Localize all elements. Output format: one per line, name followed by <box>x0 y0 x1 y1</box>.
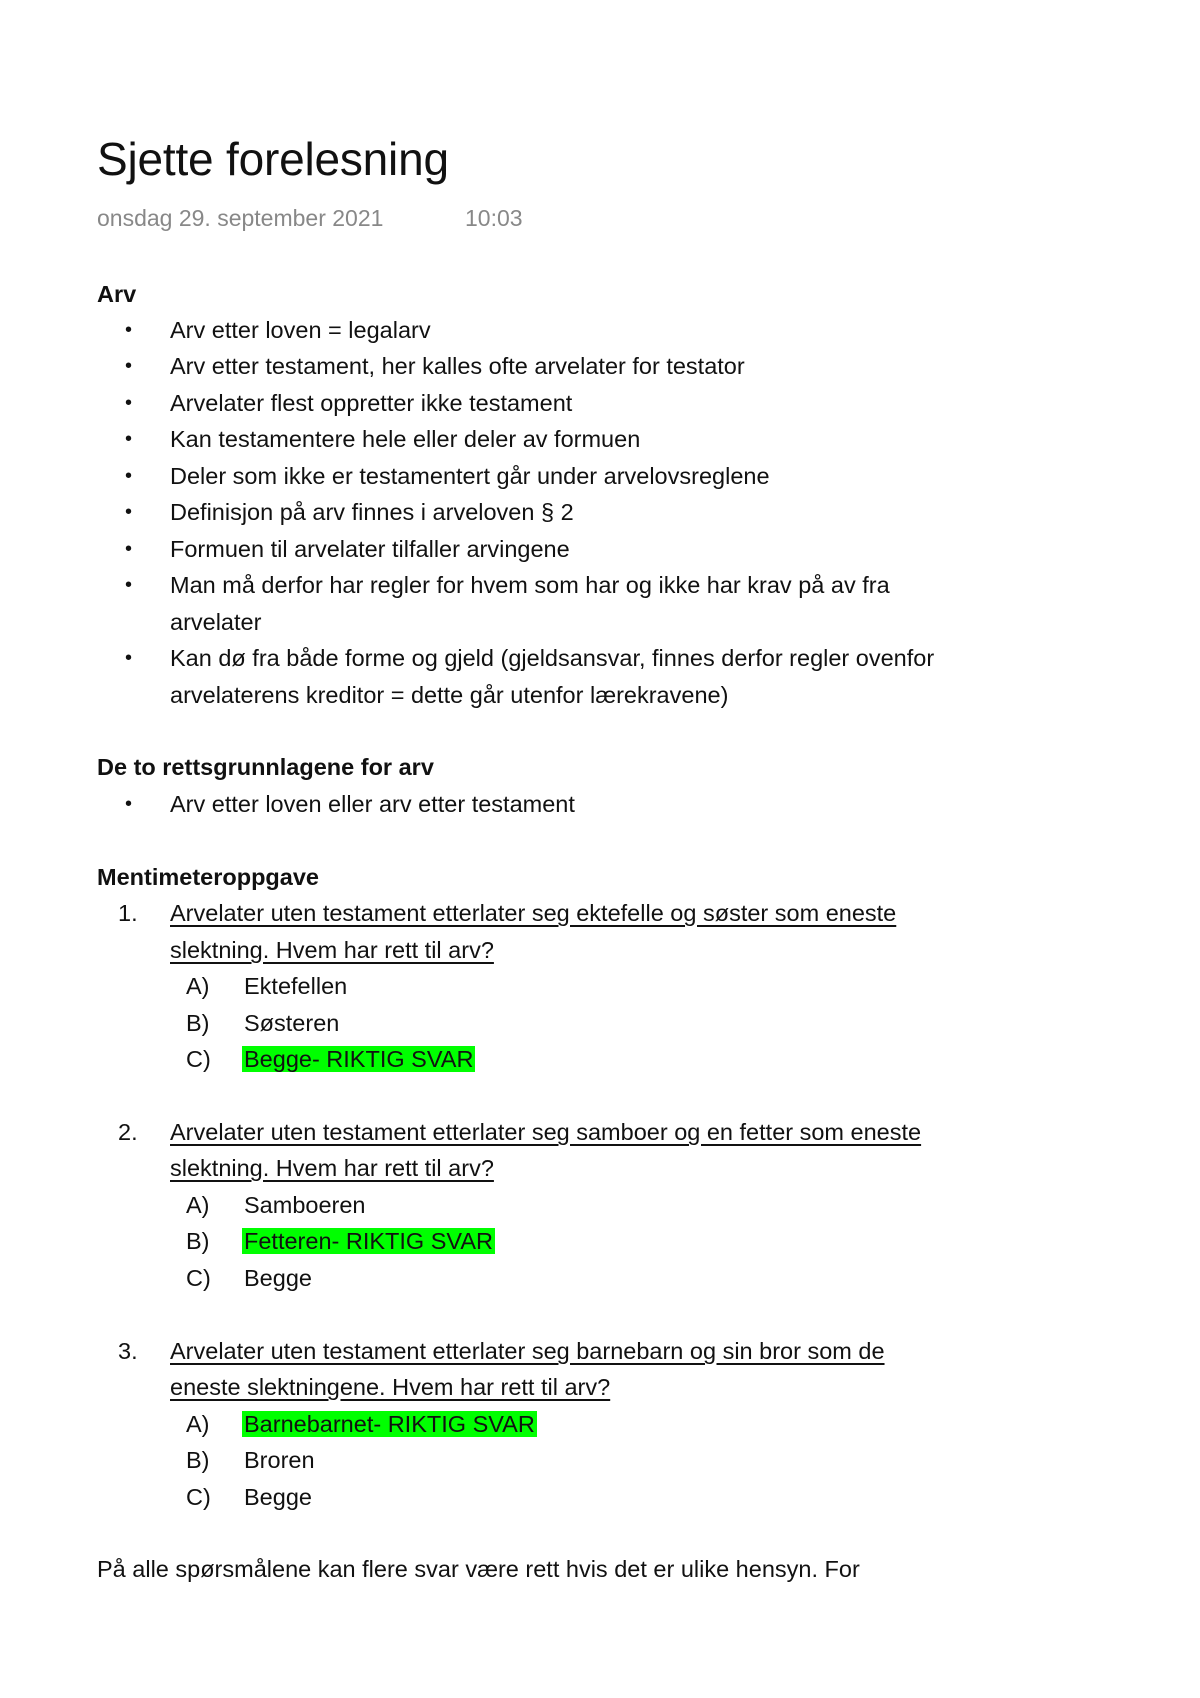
page-date: onsdag 29. september 2021 <box>97 205 384 231</box>
list-item: Arv etter loven = legalarv <box>170 317 431 343</box>
list-item: Deler som ikke er testamentert går under arvelovsreglene <box>170 463 770 489</box>
list-item: Definisjon på arv finnes i arveloven § 2 <box>170 499 574 525</box>
question-text-continuation: eneste slektningene. Hvem har rett til arv? <box>170 1374 611 1400</box>
option-text: Begge <box>244 1265 312 1291</box>
bullet-icon: • <box>125 501 133 523</box>
bullet-icon: • <box>125 574 133 596</box>
option-text: Ektefellen <box>244 973 348 999</box>
section-heading-menti: Mentimeteroppgave <box>97 864 319 890</box>
bullet-icon: • <box>125 647 133 669</box>
bullet-icon: • <box>125 428 133 450</box>
option-text: Broren <box>244 1447 315 1473</box>
option-letter: B) <box>186 1447 210 1473</box>
option-letter: C) <box>186 1265 211 1291</box>
option-letter: B) <box>186 1010 210 1036</box>
correct-answer-highlight: Fetteren- RIKTIG SVAR <box>244 1228 493 1254</box>
option-text: Samboeren <box>244 1192 366 1218</box>
question-text: Arvelater uten testament etterlater seg ektefelle og søster som eneste <box>170 900 897 926</box>
option-letter: A) <box>186 1192 210 1218</box>
bullet-icon: • <box>125 319 133 341</box>
option-letter: A) <box>186 1411 210 1437</box>
option-text: Begge <box>244 1484 312 1510</box>
option-text: Søsteren <box>244 1010 340 1036</box>
list-item: Formuen til arvelater tilfaller arvingene <box>170 536 570 562</box>
bullet-icon: • <box>125 392 133 414</box>
list-item: Kan dø fra både forme og gjeld (gjeldsansvar, finnes derfor regler ovenfor <box>170 645 935 671</box>
list-item: Kan testamentere hele eller deler av formuen <box>170 426 641 452</box>
question-text-continuation: slektning. Hvem har rett til arv? <box>170 1155 494 1181</box>
option-letter: C) <box>186 1484 211 1510</box>
bullet-icon: • <box>125 355 133 377</box>
list-item: Man må derfor har regler for hvem som har og ikke har krav på av fra <box>170 572 890 598</box>
list-item-continuation: arvelaterens kreditor = dette går utenfor lærekravene) <box>170 682 729 708</box>
option-letter: A) <box>186 973 210 999</box>
question-text: Arvelater uten testament etterlater seg barnebarn og sin bror som de <box>170 1338 885 1364</box>
list-item: Arv etter loven eller arv etter testament <box>170 791 575 817</box>
option-letter: B) <box>186 1228 210 1254</box>
page-title: Sjette forelesning <box>97 133 449 185</box>
correct-answer-highlight: Begge- RIKTIG SVAR <box>244 1046 474 1072</box>
question-number: 2. <box>118 1119 138 1145</box>
question-text: Arvelater uten testament etterlater seg samboer og en fetter som eneste <box>170 1119 922 1145</box>
section-heading-rettsgrunnlag: De to rettsgrunnlagene for arv <box>97 754 434 780</box>
correct-answer-highlight: Barnebarnet- RIKTIG SVAR <box>244 1411 535 1437</box>
list-item-continuation: arvelater <box>170 609 262 635</box>
list-item: Arv etter testament, her kalles ofte arvelater for testator <box>170 353 745 379</box>
question-number: 1. <box>118 900 138 926</box>
section-heading-arv: Arv <box>97 281 137 307</box>
body-paragraph: På alle spørsmålene kan flere svar være rett hvis det er ulike hensyn. For <box>97 1556 860 1582</box>
question-text-continuation: slektning. Hvem har rett til arv? <box>170 937 494 963</box>
bullet-icon: • <box>125 538 133 560</box>
list-item: Arvelater flest oppretter ikke testament <box>170 390 573 416</box>
bullet-icon: • <box>125 465 133 487</box>
bullet-icon: • <box>125 793 133 815</box>
question-number: 3. <box>118 1338 138 1364</box>
option-letter: C) <box>186 1046 211 1072</box>
page-time: 10:03 <box>465 205 523 231</box>
